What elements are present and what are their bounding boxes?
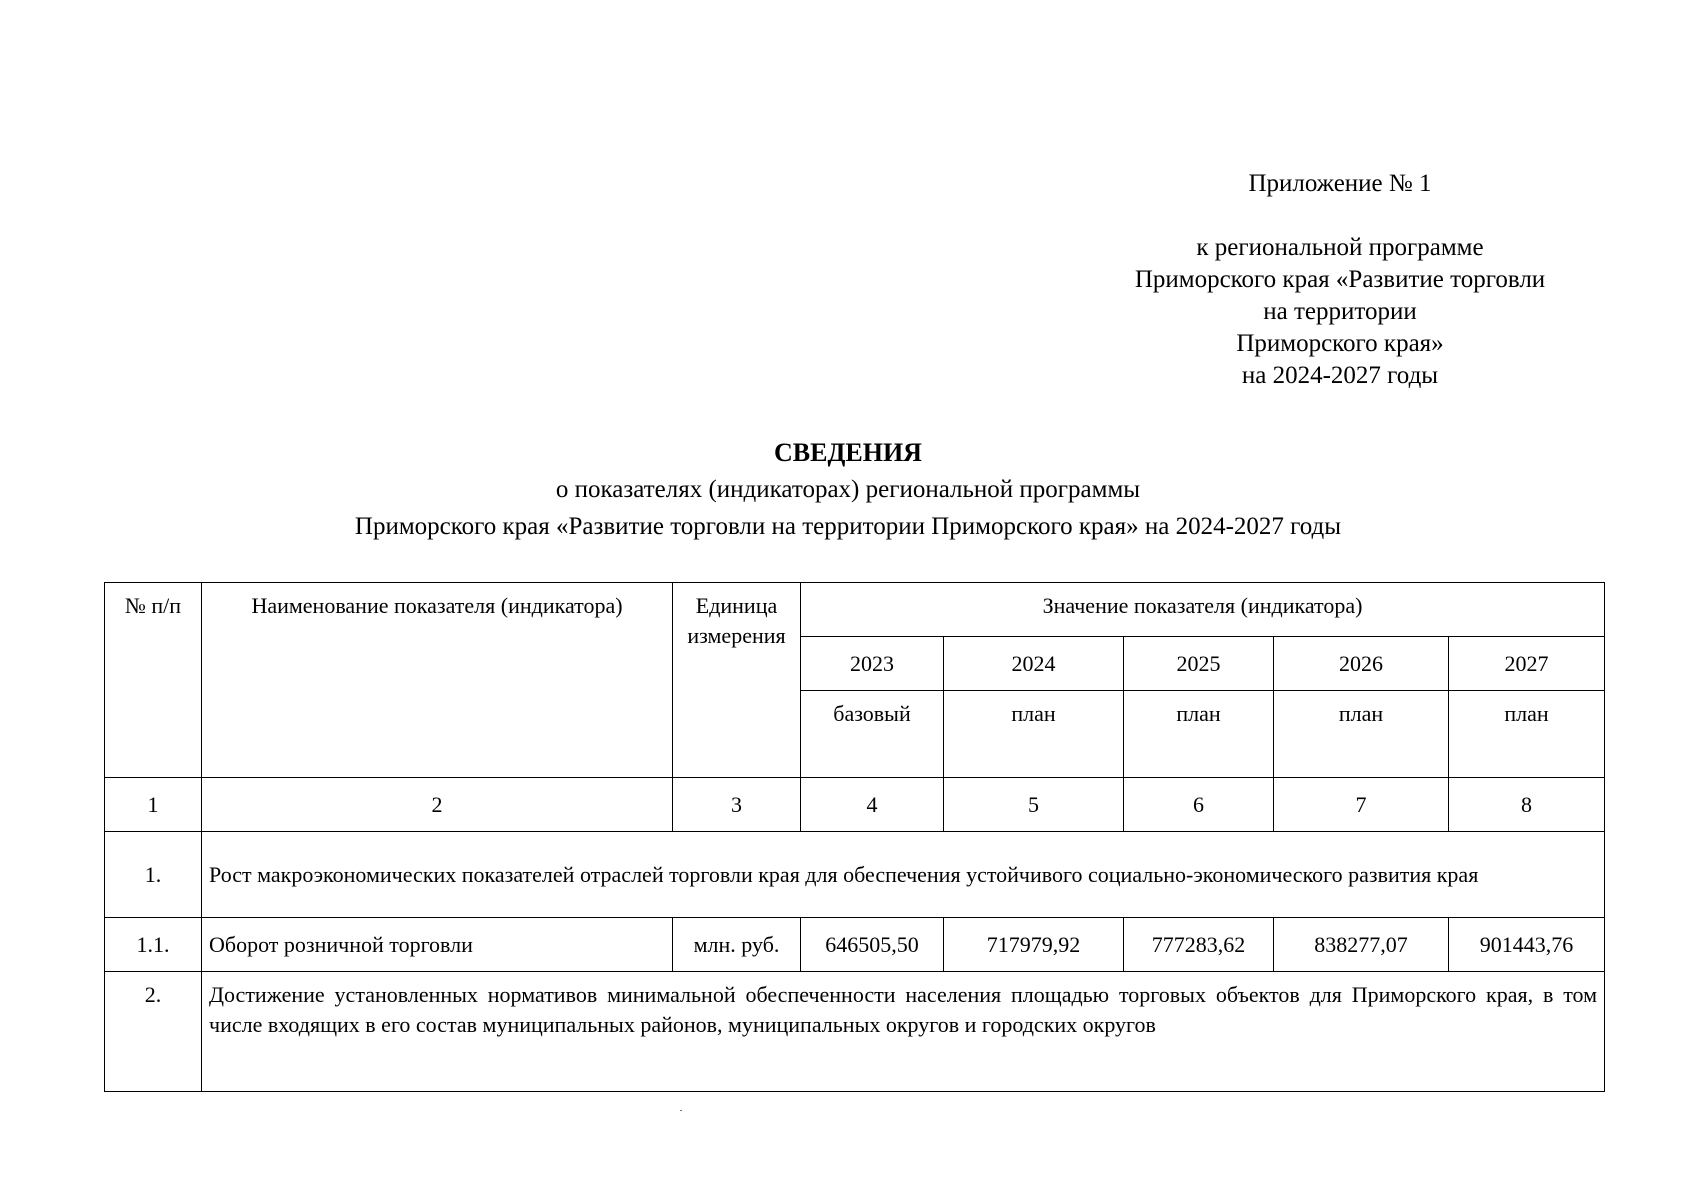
column-number-cell: 4 xyxy=(801,778,944,832)
column-number-cell: 5 xyxy=(944,778,1124,832)
header-indicator-name: Наименование показателя (индикатора) xyxy=(202,583,673,778)
appendix-line: Приморского края «Развитие торговли xyxy=(1134,266,1546,293)
appendix-line: на 2024-2027 годы xyxy=(1241,362,1439,389)
column-numbers-row xyxy=(105,778,1605,832)
document-heading xyxy=(0,434,1696,545)
year-cell: 2024 xyxy=(944,637,1124,691)
section-text: Рост макроэкономических показателей отраслей торговли края для обеспечения устойчивого социально-экономического развития края xyxy=(202,832,1605,918)
indicator-value: 777283,62 xyxy=(1124,918,1274,972)
indicator-name: Оборот розничной торговли xyxy=(202,918,673,972)
scan-speck xyxy=(680,1110,682,1111)
header-number: № п/п xyxy=(105,583,202,778)
column-number-cell: 2 xyxy=(202,778,673,832)
column-number-cell: 8 xyxy=(1449,778,1605,832)
year-type-cell: план xyxy=(1449,691,1605,778)
document-subtitle-line: о показателях (индикаторах) региональной программы xyxy=(555,476,1141,503)
section-number: 2. xyxy=(105,972,202,1092)
year-type-cell: план xyxy=(944,691,1124,778)
indicator-value: 838277,07 xyxy=(1274,918,1449,972)
appendix-line: на территории xyxy=(1263,298,1417,325)
header-indicator-values: Значение показателя (индикатора) xyxy=(801,583,1605,637)
year-cell: 2023 xyxy=(801,637,944,691)
year-type-cell: план xyxy=(1124,691,1274,778)
appendix-block xyxy=(1100,168,1580,392)
row-number: 1.1. xyxy=(105,918,202,972)
appendix-line: к региональной программе xyxy=(1196,234,1484,261)
table-row xyxy=(105,918,1605,972)
column-number-cell: 3 xyxy=(673,778,801,832)
column-number-cell: 7 xyxy=(1274,778,1449,832)
table-header-row xyxy=(105,583,1605,637)
year-cell: 2026 xyxy=(1274,637,1449,691)
section-row xyxy=(105,972,1605,1092)
indicator-value: 646505,50 xyxy=(801,918,944,972)
indicator-value: 717979,92 xyxy=(944,918,1124,972)
indicator-unit: млн. руб. xyxy=(673,918,801,972)
year-type-cell: базовый xyxy=(801,691,944,778)
header-unit: Единица измерения xyxy=(673,583,801,778)
year-cell: 2027 xyxy=(1449,637,1605,691)
section-text: Достижение установленных нормативов минимальной обеспеченности населения площадью торговых объектов для Приморского края, в том числе входящих в его состав муниципальных районов, муниципальных округов и городских округов xyxy=(202,972,1605,1092)
year-cell: 2025 xyxy=(1124,637,1274,691)
appendix-title: Приложение № 1 xyxy=(1248,170,1432,197)
year-type-cell: план xyxy=(1274,691,1449,778)
column-number-cell: 6 xyxy=(1124,778,1274,832)
section-number: 1. xyxy=(105,832,202,918)
column-number-cell: 1 xyxy=(105,778,202,832)
section-row xyxy=(105,832,1605,918)
document-title: СВЕДЕНИЯ xyxy=(774,438,922,467)
document-subtitle-line: Приморского края «Развитие торговли на территории Приморского края» на 2024-2027 годы xyxy=(354,513,1342,540)
appendix-line: Приморского края» xyxy=(1236,330,1444,357)
indicator-value: 901443,76 xyxy=(1449,918,1605,972)
indicators-table xyxy=(104,582,1605,1092)
